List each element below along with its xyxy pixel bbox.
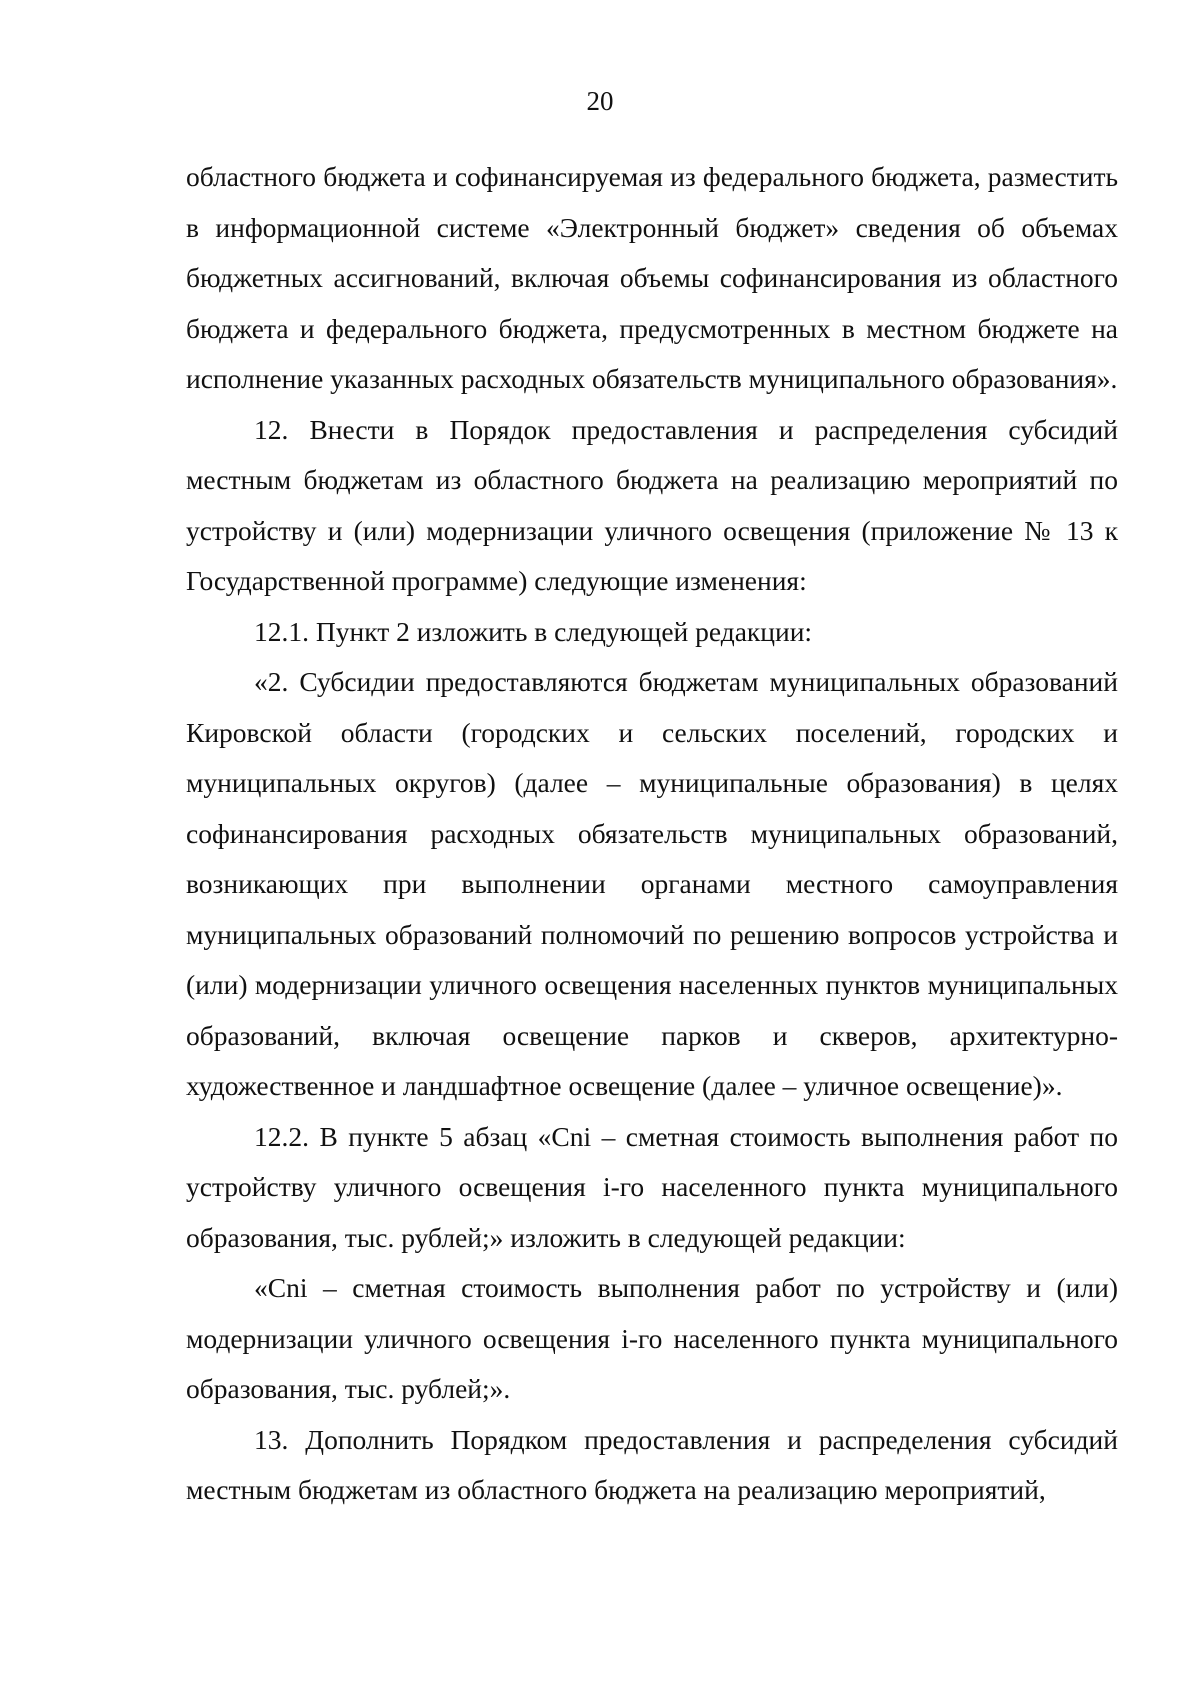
document-body	[186, 152, 1118, 1516]
paragraph-item-12-1: 12.1. Пункт 2 изложить в следующей редакции:	[254, 615, 813, 647]
paragraph-item-13: 13. Дополнить Порядком предоставления и распределения субсидий местным бюджетам из областного бюджета на реализацию мероприятий,	[186, 1423, 1118, 1505]
paragraph-item-12: 12. Внести в Порядок предоставления и распределения субсидий местным бюджетам из областного бюджета на реализацию мероприятий по устройству и (или) модернизации уличного освещения (приложение № 13 к Государственной программе) следующие изменения:	[186, 413, 1118, 596]
paragraph-continuation: областного бюджета и софинансируемая из федерального бюджета, разместить в информационной системе «Электронный бюджет» сведения об объемах бюджетных ассигнований, включая объемы софинансирования из областного бюджета и федерального бюджета, предусмотренных в местном бюджете на исполнение указанных расходных обязательств муниципального образования».	[186, 161, 1118, 394]
page-number: 20	[586, 86, 614, 116]
paragraph-item-12-1-quote: «2. Субсидии предоставляются бюджетам муниципальных образований Кировской области (городских и сельских поселений, городских и муниципальных округов) (далее – муниципальные образования) в целях софинансирования расходных обязательств муниципальных образований, возникающих при выполнении органами местного самоуправления муниципальных образований полномочий по решению вопросов устройства и (или) модернизации уличного освещения населенных пунктов муниципальных образований, включая освещение парков и скверов, архитектурно-художественное и ландшафтное освещение (далее – уличное освещение)».	[186, 666, 1118, 1101]
paragraph-item-12-2: 12.2. В пункте 5 абзац «Cni – сметная стоимость выполнения работ по устройству уличного освещения i-го населенного пункта муниципального образования, тыс. рублей;» изложить в следующей редакции:	[186, 1120, 1118, 1253]
paragraph-item-12-2-quote: «Cni – сметная стоимость выполнения работ по устройству и (или) модернизации уличного освещения i-го населенного пункта муниципального образования, тыс. рублей;».	[186, 1272, 1118, 1404]
